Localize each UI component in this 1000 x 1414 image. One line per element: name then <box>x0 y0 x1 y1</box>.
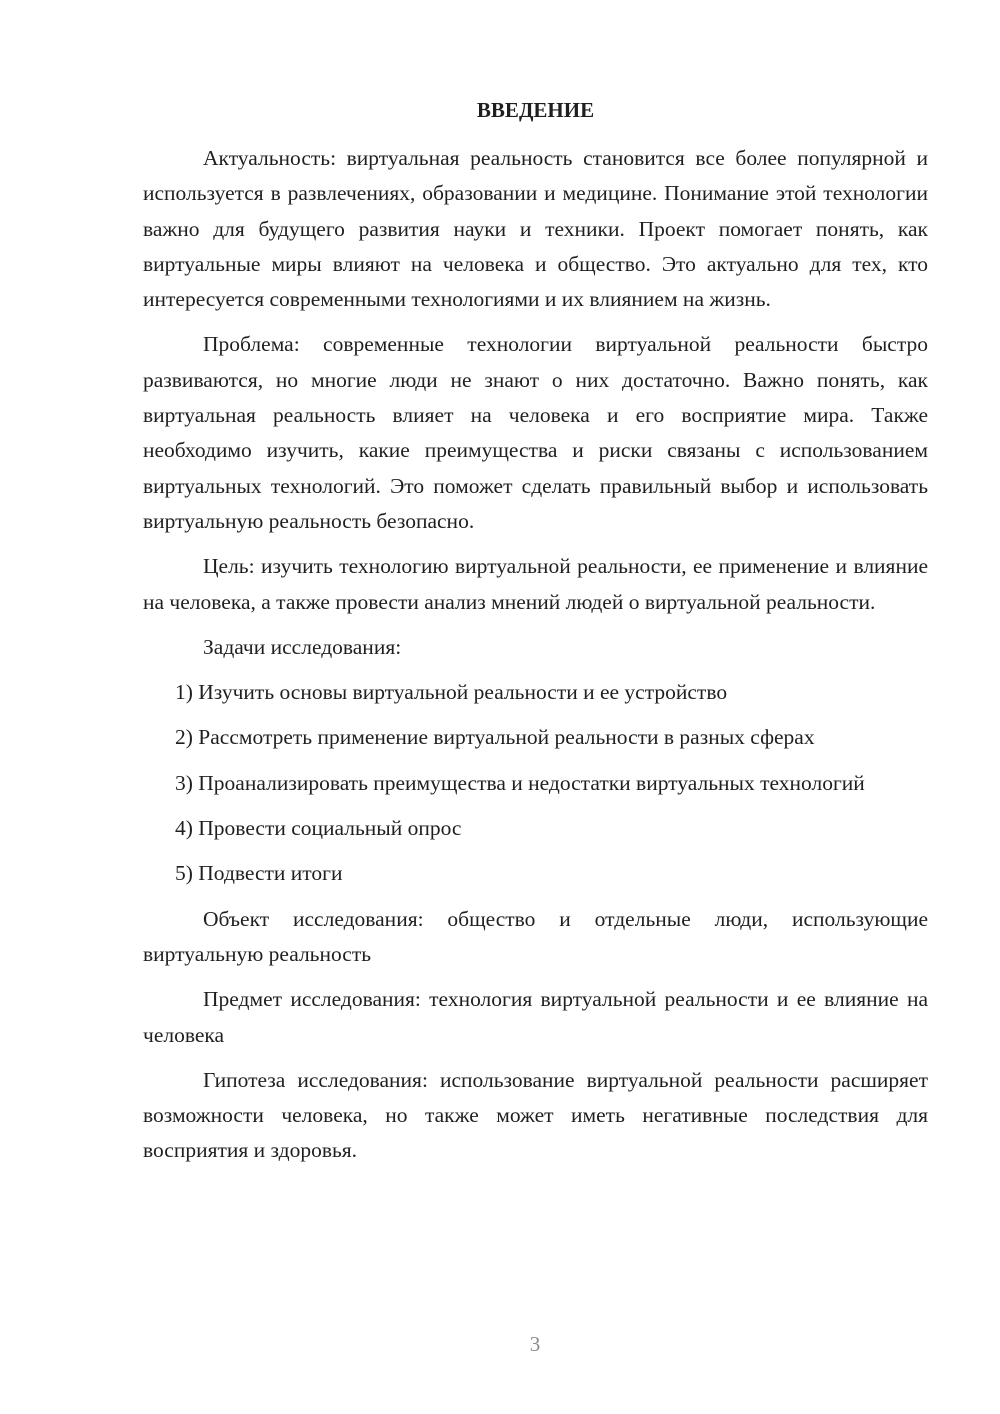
task-item-5: 5) Подвести итоги <box>175 861 343 886</box>
tasks-heading: Задачи исследования: <box>203 634 402 659</box>
task-item-1: 1) Изучить основы виртуальной реальности и ее устройство <box>175 680 728 705</box>
paragraph-goal: Цель: изучить технологию виртуальной реальности, ее применение и влияние на человека, а также провести анализ мнений людей о виртуальной реальности. <box>143 554 928 614</box>
paragraph-object: Объект исследования: общество и отдельные люди, использующие виртуальную реальность <box>143 906 928 966</box>
paragraph-problem: Проблема: современные технологии виртуальной реальности быстро развиваются, но многие люди не знают о них достаточно. Важно понять, как виртуальная реальность влияет на человека и его восприятие мира. Также необходимо изучить, какие преимущества и риски связаны с использованием виртуальных технологий. Это поможет сделать правильный выбор и использовать виртуальную реальность безопасно. <box>143 332 928 533</box>
task-item-3: 3) Проанализировать преимущества и недостатки виртуальных технологий <box>175 770 865 795</box>
paragraph-subject: Предмет исследования: технология виртуальной реальности и ее влияние на человека <box>143 987 928 1047</box>
page-title: ВВЕДЕНИЕ <box>476 98 595 122</box>
paragraph-hypothesis: Гипотеза исследования: использование виртуальной реальности расширяет возможности человека, но также может иметь негативные последствия для восприятия и здоровья. <box>143 1067 928 1163</box>
paragraph-relevance: Актуальность: виртуальная реальность становится все более популярной и используется в развлечениях, образовании и медицине. Понимание этой технологии важно для будущего развития науки и техники. Проект помогает понять, как виртуальные миры влияют на человека и общество. Это актуально для тех, кто интересуется современными технологиями и их влиянием на жизнь. <box>143 146 928 312</box>
page-number: 3 <box>529 1332 541 1356</box>
task-item-4: 4) Провести социальный опрос <box>175 816 462 841</box>
task-item-2: 2) Рассмотреть применение виртуальной реальности в разных сферах <box>175 725 815 750</box>
document-page <box>143 95 928 1179</box>
